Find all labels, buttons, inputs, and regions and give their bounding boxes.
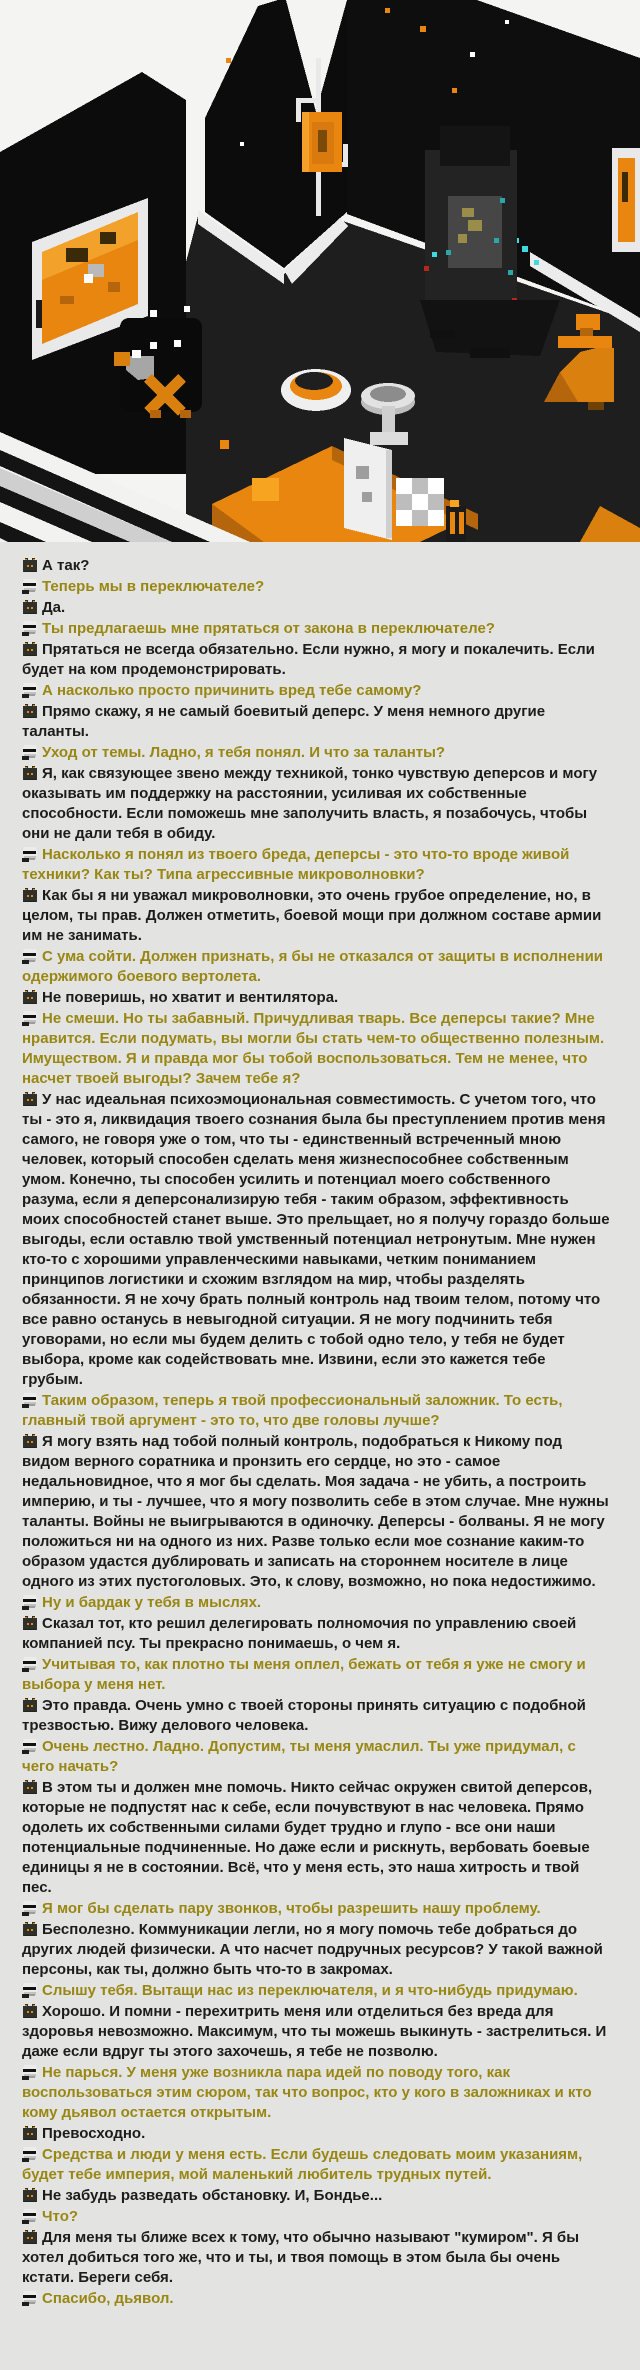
switcher-creature-icon	[22, 1091, 38, 1107]
message-text: Учитывая то, как плотно ты меня оплел, бежать от тебя я уже не смогу и выбора у меня нет.	[22, 1656, 586, 1693]
message-text: Насколько я понял из твоего бреда, деперсы - это что-то вроде живой техники? Как ты? Типа агрессивные микроволновки?	[22, 846, 570, 883]
switcher-creature-icon	[22, 2187, 38, 2203]
chat-message	[22, 2124, 610, 2144]
chat-message	[22, 1391, 610, 1431]
switcher-creature-icon	[22, 2229, 38, 2245]
chat-message	[22, 2002, 610, 2062]
message-text: Как бы я ни уважал микроволновки, это очень грубое определение, но, в целом, ты прав. Должен отметить, боевой мощи при должном составе армии им не занимать.	[22, 887, 602, 944]
sunglasses-face-icon	[22, 620, 38, 636]
message-text: Это правда. Очень умно с твоей стороны принять ситуацию с подобной трезвостью. Вижу делового человека.	[22, 1697, 586, 1734]
chat-message	[22, 1432, 610, 1592]
sunglasses-face-icon	[22, 1392, 38, 1408]
sunglasses-face-icon	[22, 1594, 38, 1610]
sunglasses-face-icon	[22, 1982, 38, 1998]
message-text: Не поверишь, но хватит и вентилятора.	[42, 989, 339, 1006]
scene-art-panel	[0, 0, 640, 542]
chat-message	[22, 619, 610, 639]
sunglasses-face-icon	[22, 2064, 38, 2080]
chat-message	[22, 1614, 610, 1654]
dialogue-log	[0, 542, 640, 2370]
chat-message	[22, 886, 610, 946]
message-text: Для меня ты ближе всех к тому, что обычно называют "кумиром". Я бы хотел добиться того же, что и ты, и твоя помощь в этом была бы очень кстати. Береги себя.	[22, 2229, 580, 2286]
message-text: В этом ты и должен мне помочь. Никто сейчас окружен свитой деперсов, которые не подпустят нас к себе, если почувствуют в нас человека. Прямо одолеть их собственными силами будет трудно и глупо - все они наши потенциальные подчиненные. Но даже если и рискнуть, вербовать боевые единицы я не в состоянии. Всё, что у меня есть, это наша хитрость и твой пес.	[22, 1779, 593, 1896]
switcher-creature-icon	[22, 599, 38, 615]
switcher-creature-icon	[22, 641, 38, 657]
switcher-creature-icon	[22, 1697, 38, 1713]
message-text: Что?	[42, 2208, 79, 2225]
sunglasses-face-icon	[22, 578, 38, 594]
message-text: Не парься. У меня уже возникла пара идей по поводу того, как воспользоваться этим сюром, так что вопрос, кто у кого в заложниках и кто кому дьявол остается открытым.	[22, 2064, 592, 2121]
switcher-creature-icon	[22, 1779, 38, 1795]
message-text: Не смеши. Но ты забавный. Причудливая тварь. Все деперсы такие? Мне нравится. Если подумать, вы могли бы стать чем-то общественно полезным. Имуществом. Я и правда мог бы тобой воспользоваться. Тем не менее, что насчет твоей выгоды? Зачем тебе я?	[22, 1010, 605, 1087]
sunglasses-face-icon	[22, 2146, 38, 2162]
message-text: Я могу взять над тобой полный контроль, подобраться к Никому под видом верного соратника и пронзить его сердце, но это - самое недальновидное, что я мог бы сделать. Моя задача - не убить, а построить империю, и ты - лучшее, что я могу позволить себе в этом случае. Мне нужны таланты. Войны не выигрываются в одиночку. Деперсы - болваны. Я не могу положиться ни на одного из них. Разве только если мое сознание каким-то образом удастся дублировать и записать на стороннем носителе в лице одного из этих пустоголовых. Это, к слову, возможно, но пока недостижимо.	[22, 1433, 609, 1590]
sunglasses-face-icon	[22, 744, 38, 760]
switcher-creature-icon	[22, 1615, 38, 1631]
message-text: Я мог бы сделать пару звонков, чтобы разрешить нашу проблему.	[42, 1900, 541, 1917]
chat-message	[22, 2145, 610, 2185]
chat-message	[22, 1655, 610, 1695]
sunglasses-face-icon	[22, 1900, 38, 1916]
message-text: Ну и бардак у тебя в мыслях.	[42, 1594, 262, 1611]
chat-message	[22, 598, 610, 618]
chat-message	[22, 1737, 610, 1777]
sunglasses-face-icon	[22, 948, 38, 964]
message-text: Таким образом, теперь я твой профессиональный заложник. То есть, главный твой аргумент - это то, что две головы лучше?	[22, 1392, 563, 1429]
switcher-creature-icon	[22, 2003, 38, 2019]
creature	[114, 306, 202, 418]
switcher-creature-icon	[22, 1433, 38, 1449]
chat-message	[22, 556, 610, 576]
chat-message	[22, 1009, 610, 1089]
chat-message	[22, 1920, 610, 1980]
chat-message	[22, 1778, 610, 1898]
message-text: Ты предлагаешь мне прятаться от закона в переключателе?	[42, 620, 495, 637]
chat-message	[22, 1899, 610, 1919]
switcher-creature-icon	[22, 989, 38, 1005]
message-text: Теперь мы в переключателе?	[42, 578, 265, 595]
chat-message	[22, 681, 610, 701]
switcher-creature-icon	[22, 887, 38, 903]
chat-message	[22, 2207, 610, 2227]
message-text: Спасибо, дьявол.	[42, 2290, 174, 2307]
chat-message	[22, 1981, 610, 2001]
sunglasses-face-icon	[22, 2208, 38, 2224]
chat-message	[22, 2063, 610, 2123]
message-text: Прятаться не всегда обязательно. Если нужно, я могу и покалечить. Если будет на ком продемонстрировать.	[22, 641, 595, 678]
message-text: Превосходно.	[42, 2125, 146, 2142]
chat-message	[22, 702, 610, 742]
sunglasses-face-icon	[22, 1010, 38, 1026]
message-text: Бесполезно. Коммуникации легли, но я могу помочь тебе добраться до других людей физически. А что насчет подручных ресурсов? У такой важной персоны, как ты, должно быть что-то в закромах.	[22, 1921, 603, 1978]
sunglasses-face-icon	[22, 2290, 38, 2306]
message-text: А так?	[42, 557, 90, 574]
chat-message	[22, 1090, 610, 1390]
message-text: У нас идеальная психоэмоциональная совместимость. С учетом того, что ты - это я, ликвидация твоего сознания была бы преступлением против меня самого, не говоря уже о том, что ты - единственный встреченный мною человек, который способен сделать меня жизнеспособнее собственным умом. Конечно, ты способен усилить и потенциал моего собственного разума, если я деперсонализирую тебя - таким образом, эффективность моих способностей станет выше. Это прельщает, но я получу гораздо больше выгоды, если оставлю твой умственный потенциал нетронутым. Мне нужен кто-то с хорошими управленческими навыками, четким пониманием принципов логистики и схожим взглядом на мир, чтобы разделять обязанности. Я не хочу брать полный контроль над твоим телом, потому что все равно останусь в невыгодной ситуации. Я не могу подчинить тебя уговорами, но если мы будем делить с тобой одно тело, у тебя не будет выбора, кроме как содействовать мне. Извини, если это кажется тебе грубым.	[22, 1091, 610, 1388]
message-text: Очень лестно. Ладно. Допустим, ты меня умаслил. Ты уже придумал, с чего начать?	[22, 1738, 576, 1775]
message-text: Уход от темы. Ладно, я тебя понял. И что за таланты?	[42, 744, 446, 761]
chat-message	[22, 577, 610, 597]
chat-message	[22, 845, 610, 885]
message-text: Я, как связующее звено между техникой, тонко чувствую деперсов и могу оказывать им поддержку на расстоянии, усиливая их собственные способности. Если поможешь мне заполучить власть, я позабочусь, чтобы они не дали тебя в обиду.	[22, 765, 598, 842]
switcher-creature-icon	[22, 765, 38, 781]
message-text: Средства и люди у меня есть. Если будешь следовать моим указаниям, будет тебе империя, мой маленький любитель трудных путей.	[22, 2146, 583, 2183]
chat-message	[22, 1593, 610, 1613]
chat-message	[22, 640, 610, 680]
pixel-art-scene	[0, 0, 640, 542]
message-text: С ума сойти. Должен признать, я бы не отказался от защиты в исполнении одержимого боевого вертолета.	[22, 948, 604, 985]
sunglasses-face-icon	[22, 1656, 38, 1672]
chat-message	[22, 947, 610, 987]
chat-message	[22, 1696, 610, 1736]
switcher-creature-icon	[22, 1921, 38, 1937]
chat-message	[22, 743, 610, 763]
sunglasses-face-icon	[22, 1738, 38, 1754]
chat-message	[22, 2186, 610, 2206]
chat-message	[22, 764, 610, 844]
chat-message	[22, 2289, 610, 2309]
switcher-creature-icon	[22, 557, 38, 573]
sunglasses-face-icon	[22, 846, 38, 862]
message-text: А насколько просто причинить вред тебе самому?	[42, 682, 422, 699]
chat-message	[22, 988, 610, 1008]
pet-bowl	[281, 369, 351, 411]
message-text: Слышу тебя. Вытащи нас из переключателя, и я что-нибудь придумаю.	[42, 1982, 578, 1999]
message-text: Хорошо. И помни - перехитрить меня или отделиться без вреда для здоровья невозможно. Максимум, что ты можешь выкинуть - застрелиться. И даже если вдруг ты этого захочешь, я тебе не позволю.	[22, 2003, 607, 2060]
sunglasses-face-icon	[22, 682, 38, 698]
message-text: Прямо скажу, я не самый боевитый деперс. У меня немного другие таланты.	[22, 703, 546, 740]
switcher-creature-icon	[22, 2125, 38, 2141]
message-text: Да.	[42, 599, 66, 616]
message-text: Не забудь разведать обстановку. И, Бондье...	[42, 2187, 383, 2204]
message-text: Сказал тот, кто решил делегировать полномочия по управлению своей компанией псу. Ты прекрасно понимаешь, о чем я.	[22, 1615, 577, 1652]
switcher-creature-icon	[22, 703, 38, 719]
chat-message	[22, 2228, 610, 2288]
